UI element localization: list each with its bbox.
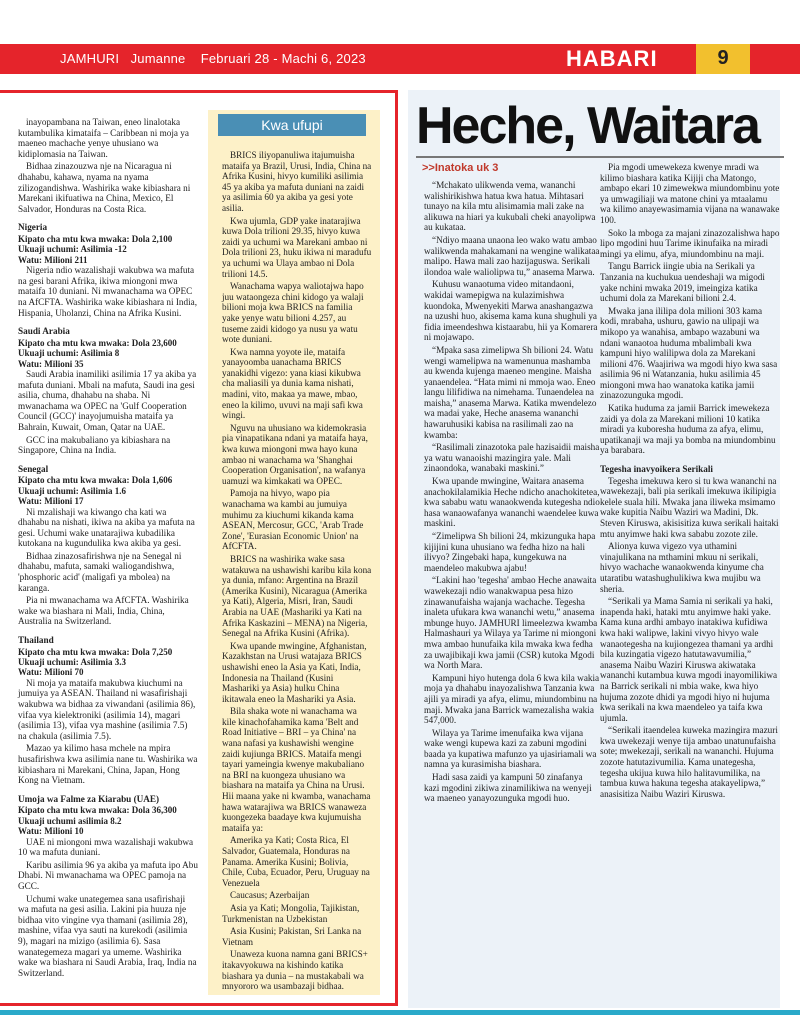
article-paragraph: Kwa upande mwingine, Waitara anasema anachokilalamikia Heche ndicho anachokitetea, kwa sababu watu wanaokwenda kutegesha ndio hasa wanaowafanya wananchi waendelee kuwa maskini.: [424, 476, 600, 529]
article-paragraph: “Ndiyo maana unaona leo wako watu ambao walikwenda mahakamani na wengine walikataa malipo. Hawa mali zao hazijaguswa. Serikali ilondoa wale waliolipwa tu,” anasema Marwa.: [424, 234, 600, 277]
sidebar-paragraph: Kwa namna yoyote ile, mataifa yanayoomba uanachama BRICS yanakidhi vigezo: yana kiasi kikubwa cha maliasili ya dunia kama nishati, madini, vito, makaa ya mawe, mbao, eneo la kilimo, uvuvi na maji safi kwa wingi.: [222, 346, 363, 421]
country-stat: Kipato cha mtu kwa mwaka: Dola 23,600: [18, 337, 177, 348]
country-heading: Thailand: [18, 635, 54, 646]
article-paragraph: “Mchakato ulikwenda vema, wananchi walishirikishwa hatua kwa hatua. Mihtasari tunayo na kila mtu alisimamia mali zake na alikuwa na hiari ya kukubali cheki anayolipwa au kukataa.: [424, 180, 596, 233]
country-paragraph: GCC ina makubaliano ya kibiashara na Singapore, China na India.: [18, 434, 171, 456]
page-number-box: [696, 44, 750, 74]
country-paragraph: Ni moja ya mataifa makubwa kiuchumi na jumuiya ya ASEAN. Thailand ni wasafirishaji wakubwa wa bidhaa za viwandani (asilimia 86), vifaa vya kielektroniki (asilimia 14), magari (asilimia 13), vifaa vya mashine (asilimia 7.5) na chakula (asilimia 7.5).: [18, 677, 196, 741]
country-paragraph: Ni mzalishaji wa kiwango cha kati wa dhahabu na nishati, ikiwa na akiba ya mafuta na gesi. Uchumi wake unatarajiwa kubadilika kutokana na kugundulika kwa akiba ya gesi.: [18, 506, 195, 549]
country-stat: Ukuaji uchumi: Asilimia 1.6: [18, 485, 127, 496]
page-header-bar: [0, 44, 800, 74]
country-paragraph: Karibu asilimia 96 ya akiba ya mafuta ipo Abu Dhabi. Ni mwanachama wa OPEC pamoja na GCC.: [18, 859, 198, 891]
country-paragraph: Saudi Arabia inamiliki asilimia 17 ya akiba ya mafuta duniani. Mbali na mafuta, Saudi ina gesi asilia, chuma, dhahabu na shaba. Ni mwanachama wa OPEC na 'Gulf Cooperation Council (GCC)' inayojumuisha mataifa ya Bahrain, Kuwait, Oman, Qatar na UAE.: [18, 368, 197, 432]
section-title: HABARI: [566, 46, 658, 71]
country-heading: Nigeria: [18, 222, 48, 233]
sidebar-paragraph: Asia Kusini; Pakistan, Sri Lanka na Vietnam: [222, 926, 362, 947]
article-paragraph: Hadi sasa zaidi ya kampuni 50 zinafanya kazi mgodini zikiwa zinamilikiwa na wenyeji wa maeneo yanayozunguka mgodi huo.: [424, 772, 592, 804]
country-paragraph: Pia ni mwanachama wa AfCFTA. Washirika wake wa biashara ni Mali, India, China, Australia na Switzerland.: [18, 595, 189, 627]
country-stat: Watu: Milioni 211: [18, 254, 88, 265]
country-stat: Watu: Milioni 35: [18, 358, 84, 369]
sidebar-paragraph: Caucasus; Azerbaijan: [230, 890, 310, 901]
sidebar-paragraph: Bila shaka wote ni wanachama wa kile kinachofahamika kama 'Belt and Road Initiative – BRI – ya China' na wana nafasi ya kushawishi wengine zaidi kujiunga BRICS. Mataifa mengi tayari yameingia kwenye makubaliano na BRI na kuongeza uhusiano wa biashara na mataifa ya China na Urusi. Hii maana yake ni kwamba, wanachama hawa watarajiwa wa BRICS wanaweza kuongezeka baadaye kwa kujumuisha mataifa ya:: [222, 706, 371, 833]
sidebar-paragraph: Unaweza kuona namna gani BRICS+ itakavyokuwa na kishindo katika biashara ya dunia – na mustakabali wa mnyororo wa usambazaji bidhaa.: [222, 949, 368, 992]
country-stat: Ukuaji uchumi asilimia 8.2: [18, 815, 122, 826]
sidebar-paragraph: Wanachama wapya waliotajwa hapo juu wataongeza chini kidogo ya walaji bilioni moja kwa BRICS na familia yake yenye watu bilioni 4.257, au tuseme zaidi kidogo ya nusu ya watu wote duniani.: [222, 281, 364, 345]
article-headline: Heche, Waitara: [416, 97, 759, 155]
article-paragraph: “Serikali itaendelea kuweka mazingira mazuri kwa uwekezaji wenye tija ambao unatunufaisha sote; mwekezaji, serikali na wananchi. Hujuma zozote hatutazivumilia. Kama unategesha, tegesha ukijua kuwa hilo halitavumilika, na tambua kuwa hakuna tegesha atakayelipwa,” anasisitiza Naibu Waziri Kiruswa.: [600, 725, 778, 799]
country-paragraph: Uchumi wake unategemea sana usafirishaji wa mafuta na gesi asilia. Lakini pia huuza nje bidhaa vito vingine vya thamani (asilimia 28), mashine, vifaa vya sauti na kurekodi (asilimia 9), magari na mizigo (asilimia 6). Sasa wanategemeza magari ya umeme. Washirika wake wa biashara ni Saudi Arabia, Iraq, India na Switzerland.: [18, 893, 197, 978]
publication-meta: JAMHURI Jumanne Februari 28 - Machi 6, 2023: [60, 51, 366, 66]
page-number: 9: [717, 47, 729, 69]
kwa-ufupi-title: Kwa ufupi: [218, 114, 366, 136]
sidebar-paragraph: BRICS na washirika wake sasa watakuwa na ushawishi karibu kila kona ya dunia, mfano: Argentina na Brazil (Amerika Kusini), Nicaragua (Amerika ya Kati), Algeria, Misri, Iran, Saudi Arabia na UAE (Mashariki ya Kati na Afrika Kaskazini – MENA) na Nigeria, Senegal na Afrika Kusini (Afrika).: [222, 553, 372, 639]
country-stat: Ukuaji uchumi: Asilimia -12: [18, 244, 127, 255]
article-paragraph: Mwaka jana ililipa dola milioni 303 kama kodi, mrabaha, ushuru, gawio na ulipaji wa mikopo ya wanahisa, ambapo wazabuni wa ndani wanaotoa huduma mbalimbali kwa kampuni hiyo walilipwa dola za Marekani milioni 476. Waajiriwa wa mgodi hiyo kwa sasa asilimia 96 ni Watanzania, huku asilimia 45 miongoni mwa hao wanatoka katika jamii zinazozunguka mgodi.: [600, 305, 778, 401]
country-stat: Watu: Milioni 17: [18, 496, 84, 507]
country-stat: Watu: Milioni 10: [18, 826, 84, 837]
sidebar-paragraph: Pamoja na hivyo, wapo pia wanachama wa kambi au jumuiya muhimu za kiuchumi kikanda kama ASEAN, Mercosur, GCC, 'Arab Trade Zone', 'Eurasian Economic Union' na AfCFTA.: [222, 488, 364, 552]
article-paragraph: “Mpaka sasa zimelipwa Sh bilioni 24. Watu wengi wamelipwa na wamenunua mashamba au kwenda kujenga maeneo mengine. Maisha yanaendelea. “Hata mimi ni mmoja wao. Eneo langu lilifidiwa na nimehama. Tunaendelea na maisha,” anasema Marwa. Katika mwendelezo wa madai yake, Heche anasema wananchi hawaruhusiki kabisa na rasilimali zao na kwamba:: [424, 344, 597, 440]
footer-rule: [0, 1010, 800, 1015]
country-paragraph: Mazao ya kilimo hasa mchele na mpira husafirishwa kwa asilimia nane tu. Washirika wa kibiashara ni Marekani, China, Japan, Hong Kong na Vietnam.: [18, 743, 198, 786]
article-paragraph: “Serikali ya Mama Samia ni serikali ya haki, inapenda haki, hataki mtu anyimwe haki yake. Kama kuna ardhi ambayo inatakiwa kufidiwa kwa haki walipwe, lakini vivyo hivyo wale wanaotegesha na kujiongezea thamani ya ardhi bila kuzingatia vigezo hatutawavumilia,” anasema Naibu Waziri Kiruswa akiwataka wananchi kutambua kuwa mgodi inayomilikiwa na Barrick serikali ni mbia wake, kwa hiyo hujuma zozote dhidi ya mgodi hiyo ni hujuma kwa serikali na kwa maendeleo ya taifa kwa ujumla.: [600, 596, 778, 723]
country-paragraph: UAE ni miongoni mwa wazalishaji wakubwa 10 wa mafuta duniani.: [18, 836, 194, 858]
continued-from-label: >>Inatoka uk 3: [422, 162, 499, 174]
sidebar-paragraph: Kwa upande mwingine, Afghanistan, Kazakhstan na Urusi watajaza BRICS ushawishi eneo la Asia ya Kati, India, Indonesia na Thailand (Kusini Mashariki ya Asia) hulku China ikitawala eneo la Mashariki ya Asia.: [222, 640, 367, 704]
article-paragraph: Pia mgodi umewekeza kwenye mradi wa kilimo biashara katika Kijiji cha Matongo, ambapo ekari 10 zimewekwa miundombinu yote ya umwagiliaji wa matone chini ya mtaalamu wa kilimo anayewasimamia vijana na wanawake 100.: [600, 162, 780, 225]
country-paragraph: Bidhaa zinazosafirishwa nje na Senegal ni dhahabu, mafuta, samaki waliogandishwa, 'phosphoric acid' (maligafi ya mbolea) na karanga.: [18, 550, 182, 593]
article-paragraph: “Lakini hao 'tegesha' ambao Heche anawaita wawekezaji ndio wanakwapua pesa hizo zinawanufaisha wajanja wachache. Tegesha inaleta ufukara kwa wananchi wetu,” anasema mbunge huyo. JAMHURI limeelezwa kwamba Halmashauri ya Wilaya ya Tarime ni miongoni mwa ambao hunufaika kila mwaka kwa fedha za uwajibikaji kwa jamii (CSR) kutoka Mgodi wa North Mara.: [424, 575, 598, 671]
sidebar-paragraph: Asia ya Kati; Mongolia, Tajikistan, Turkmenistan na Uzbekistan: [222, 902, 360, 924]
country-heading: Saudi Arabia: [18, 326, 70, 337]
sidebar-paragraph: Nguvu na uhusiano wa kidemokrasia pia vinapatikana ndani ya mataifa haya, kwa kuwa miongoni mwa hayo kuna ambao ni wanachama wa 'Shanghai Cooperation Organisation', na wafanya uamuzi wa kimkakati wa OPEC.: [222, 422, 368, 486]
article-paragraph: “Rasilimali zinazotoka pale hazisaidii maisha ya watu wanaoishi mazingira yale. Mali zinaondoka, wanabaki maskini.”: [424, 442, 600, 474]
intro-paragraph: inayopambana na Taiwan, eneo linalotaka kutambulika kimataifa – Caribbean ni moja ya maeneo machache yenye uhusiano wa kidiplomasia na Taiwan.: [18, 117, 189, 159]
article-subheading: Tegesha inavyoikera Serikali: [600, 464, 713, 475]
country-paragraph: Nigeria ndio wazalishaji wakubwa wa mafuta na gesi barani Afrika, ikiwa miongoni mwa mataifa 10 duniani. Ni mwanachama wa OPEC na AfCFTA. Washirika wake kibiashara ni India, Hispania, Uholanzi, China na Afrika Kusini.: [18, 265, 197, 318]
country-stat: Kipato cha mtu kwa mwaka: Dola 1,606: [18, 475, 173, 486]
country-stat: Kipato cha mtu kwa mwaka: Dola 7,250: [18, 646, 173, 657]
article-column-right: [600, 162, 780, 801]
country-stat: Kipato cha mtu kwa mwaka: Dola 2,100: [18, 233, 173, 244]
sidebar-paragraph: Kwa ujumla, GDP yake inatarajiwa kuwa Dola trilioni 29.35, hivyo kuwa zaidi ya uchumi wa Marekani ambao ni Dola trilioni 23, huku ikiwa ni maradufu ya uchumi wa Ulaya ambao ni Dola trilioni 14.5.: [222, 215, 372, 279]
article-paragraph: “Zimelipwa Sh bilioni 24, mkizunguka hapa kijijini kuna uhusiano wa fedha hizo na hali ilivyo? Zingebaki hapa, kungekuwa na maendeleo makubwa ajabu!: [424, 531, 596, 573]
article-paragraph: Alionya kuwa vigezo vya uthamini vinajulikana na mthamini mkuu ni serikali, hivyo wachache wanaokwenda kinyume cha utaratibu watashughulikiwa kwa mujibu wa sheria.: [600, 541, 764, 594]
headline-rule: [416, 156, 784, 158]
article-paragraph: Tangu Barrick iingie ubia na Serikali ya Tanzania na kuchukua uendeshaji wa migodi yake nchini mwaka 2019, imeingiza katika uchumi dola za Marekani bilioni 2.4.: [600, 261, 765, 304]
country-stat: Ukuaji uchumi: Asilimia 8: [18, 348, 120, 359]
intro-paragraph: Bidhaa zinazouzwa nje na Nicaragua ni dhahabu, kahawa, nyama na nyama zilizogandishwa. Washirika wake kibiashara ni Marekani ikifuatiwa na China, Mexico, El Salvador, Honduras na Costa Rica.: [18, 161, 191, 214]
country-stat: Ukuaji uchumi: Asilimia 3.3: [18, 657, 127, 668]
sidebar-paragraph: Amerika ya Kati; Costa Rica, El Salvador, Guatemala, Honduras na Panama. Amerika Kusini; Bolivia, Chile, Cuba, Ecuador, Peru, Uruguay na Venezuela: [222, 835, 370, 888]
country-profiles-column: [18, 117, 198, 980]
article-paragraph: Kuhusu wanaotuma video mitandaoni, wakidai wamepigwa na kulazimishwa kuondoka, Mwenyekiti Marwa anashangazwa na uzushi huo, akisema kama kuna shughuli ya fidia imeendeshwa kistaarabu, hii ya Komarera ni mojawapo.: [424, 279, 598, 343]
article-paragraph: Katika huduma za jamii Barrick imewekeza zaidi ya dola za Marekani milioni 10 katika miradi ya kuboresha huduma za afya, elimu, upatikanaji wa maji ya bomba na miundombinu ya barabara.: [600, 403, 776, 456]
article-paragraph: Wilaya ya Tarime imenufaika kwa vijana wake wengi kupewa kazi za zabuni mgodini baada ya kupatiwa mafunzo ya ujasiriamali wa namna ya kurasimisha biashara.: [424, 727, 597, 770]
country-stat: Watu: Milioni 70: [18, 667, 84, 678]
country-heading: Umoja wa Falme za Kiarabu (UAE): [18, 793, 160, 804]
country-heading: Senegal: [18, 463, 49, 474]
article-paragraph: Tegesha imekuwa kero si tu kwa wananchi na wawekezaji, bali pia serikali imekuwa ikilipigia kelele suala hili. Mwaka jana iliweka msimamo wake kupitia Naibu Waziri wa Madini, Dk. Steven Kiruswa, akisisitiza kuwa serikali haitaki mtu anyimwe haki kwa sababu zozote zile.: [600, 475, 779, 539]
country-stat: Kipato cha mtu kwa mwaka: Dola 36,300: [18, 805, 177, 816]
kwa-ufupi-text: [222, 150, 372, 994]
article-column-left: [424, 180, 600, 806]
sidebar-paragraph: BRICS iliyopanuliwa itajumuisha mataifa ya Brazil, Urusi, India, China na Afrika Kusini, hivyo kumiliki asilimia 45 ya akiba ya mafuta duniani na zaidi ya asilimia 60 ya akiba ya gesi yote asilia.: [222, 150, 372, 213]
article-paragraph: Soko la mboga za majani zinazozalishwa hapo lipo mgodini huu Tarime ikinufaika na miradi mingi ya elimu, afya, miundombinu na maji.: [600, 227, 780, 259]
article-paragraph: Kampuni hiyo hutenga dola 6 kwa kila wakia moja ya dhahabu inayozalishwa Tanzania kwa ajili ya miradi ya afya, elimu, miundombinu na maji. Mwaka jana Barrick wamezalisha wakia 547,000.: [424, 672, 600, 726]
